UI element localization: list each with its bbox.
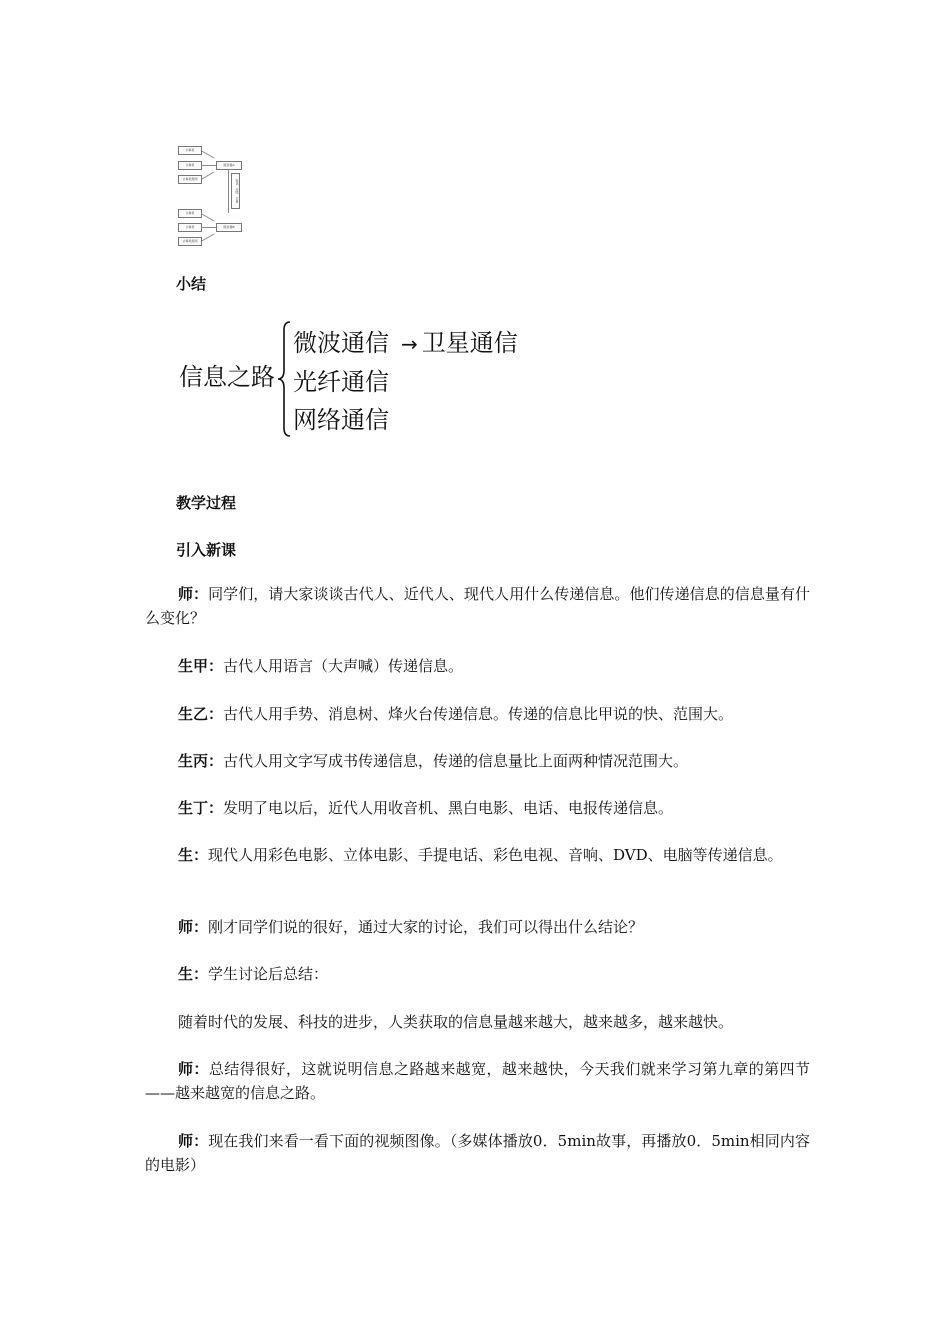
dialog-paragraph: 师：现在我们来看一看下面的视频图像。（多媒体播放0．5min故事，再播放0．5min相同内容的电影） <box>145 1132 810 1174</box>
summary-root: 信息之路 <box>179 363 275 391</box>
speaker-label: 生： <box>178 846 209 864</box>
diagram-computer-box: 计算机 <box>178 146 202 155</box>
brace-icon <box>276 320 292 438</box>
diagram-computer-box: 计算机组网 <box>178 175 202 184</box>
diagram-computer-box: 计算机 <box>178 161 202 170</box>
section-heading-process: 教学过程 <box>176 494 237 512</box>
dialog-paragraph: 生丙：古代人用文字写成书传递信息，传递的信息量比上面两种情况范围大。 <box>178 752 689 770</box>
dialog-paragraph: 生乙：古代人用手势、消息树、烽火台传递信息。传递的信息比甲说的快、范围大。 <box>178 705 734 723</box>
speaker-label: 生丙： <box>178 752 224 770</box>
network-diagram <box>176 143 246 247</box>
diagram-link-label: 电话、光缆、卫星 <box>231 173 240 209</box>
diagram-computer-box: 计算机组网 <box>178 237 202 246</box>
summary-item-fiber: 光纤通信 <box>293 368 389 396</box>
speaker-label: 师： <box>178 585 209 603</box>
diagram-server-box: 服务器A <box>216 161 242 170</box>
dialog-paragraph: 生：现代人用彩色电影、立体电影、手提电话、彩色电视、音响、DVD、电脑等传递信息。 <box>178 846 783 864</box>
speaker-label: 师： <box>178 918 209 936</box>
dialog-paragraph: 随着时代的发展、科技的进步，人类获取的信息量越来越大，越来越多，越来越快。 <box>178 1013 734 1031</box>
dialog-paragraph: 师：刚才同学们说的很好，通过大家的讨论，我们可以得出什么结论？ <box>178 918 644 936</box>
dialog-paragraph: 师：总结得很好，这就说明信息之路越来越宽，越来越快，今天我们就来学习第九章的第四节——越来越宽的信息之路。 <box>145 1060 810 1102</box>
summary-heading: 小结 <box>176 275 207 293</box>
speaker-label: 师： <box>178 1060 209 1078</box>
dialog-paragraph: 生甲：古代人用语言（大声喊）传递信息。 <box>178 657 464 675</box>
speaker-label: 生丁： <box>178 799 224 817</box>
arrow-icon: → <box>401 332 418 356</box>
summary-arrow-target: 卫星通信 <box>421 329 518 357</box>
section-heading-intro: 引入新课 <box>176 541 237 559</box>
speaker-label: 生乙： <box>178 705 224 723</box>
dialog-paragraph: 生丁：发明了电以后，近代人用收音机、黑白电影、电话、电报传递信息。 <box>178 799 674 817</box>
dialog-paragraph: 生：学生讨论后总结： <box>178 965 329 983</box>
speaker-label: 师： <box>178 1132 209 1150</box>
diagram-computer-box: 计算机 <box>178 209 202 218</box>
dialog-paragraph: 师：同学们，请大家谈谈古代人、近代人、现代人用什么传递信息。他们传递信息的信息量有什么变化？ <box>145 585 810 627</box>
diagram-computer-box: 计算机 <box>178 223 202 232</box>
summary-item-microwave: 微波通信 → 卫星通信 <box>293 329 518 357</box>
speaker-label: 生： <box>178 965 209 983</box>
diagram-server-box: 服务器B <box>216 223 242 232</box>
summary-item-network: 网络通信 <box>293 406 389 434</box>
speaker-label: 生甲： <box>178 657 224 675</box>
